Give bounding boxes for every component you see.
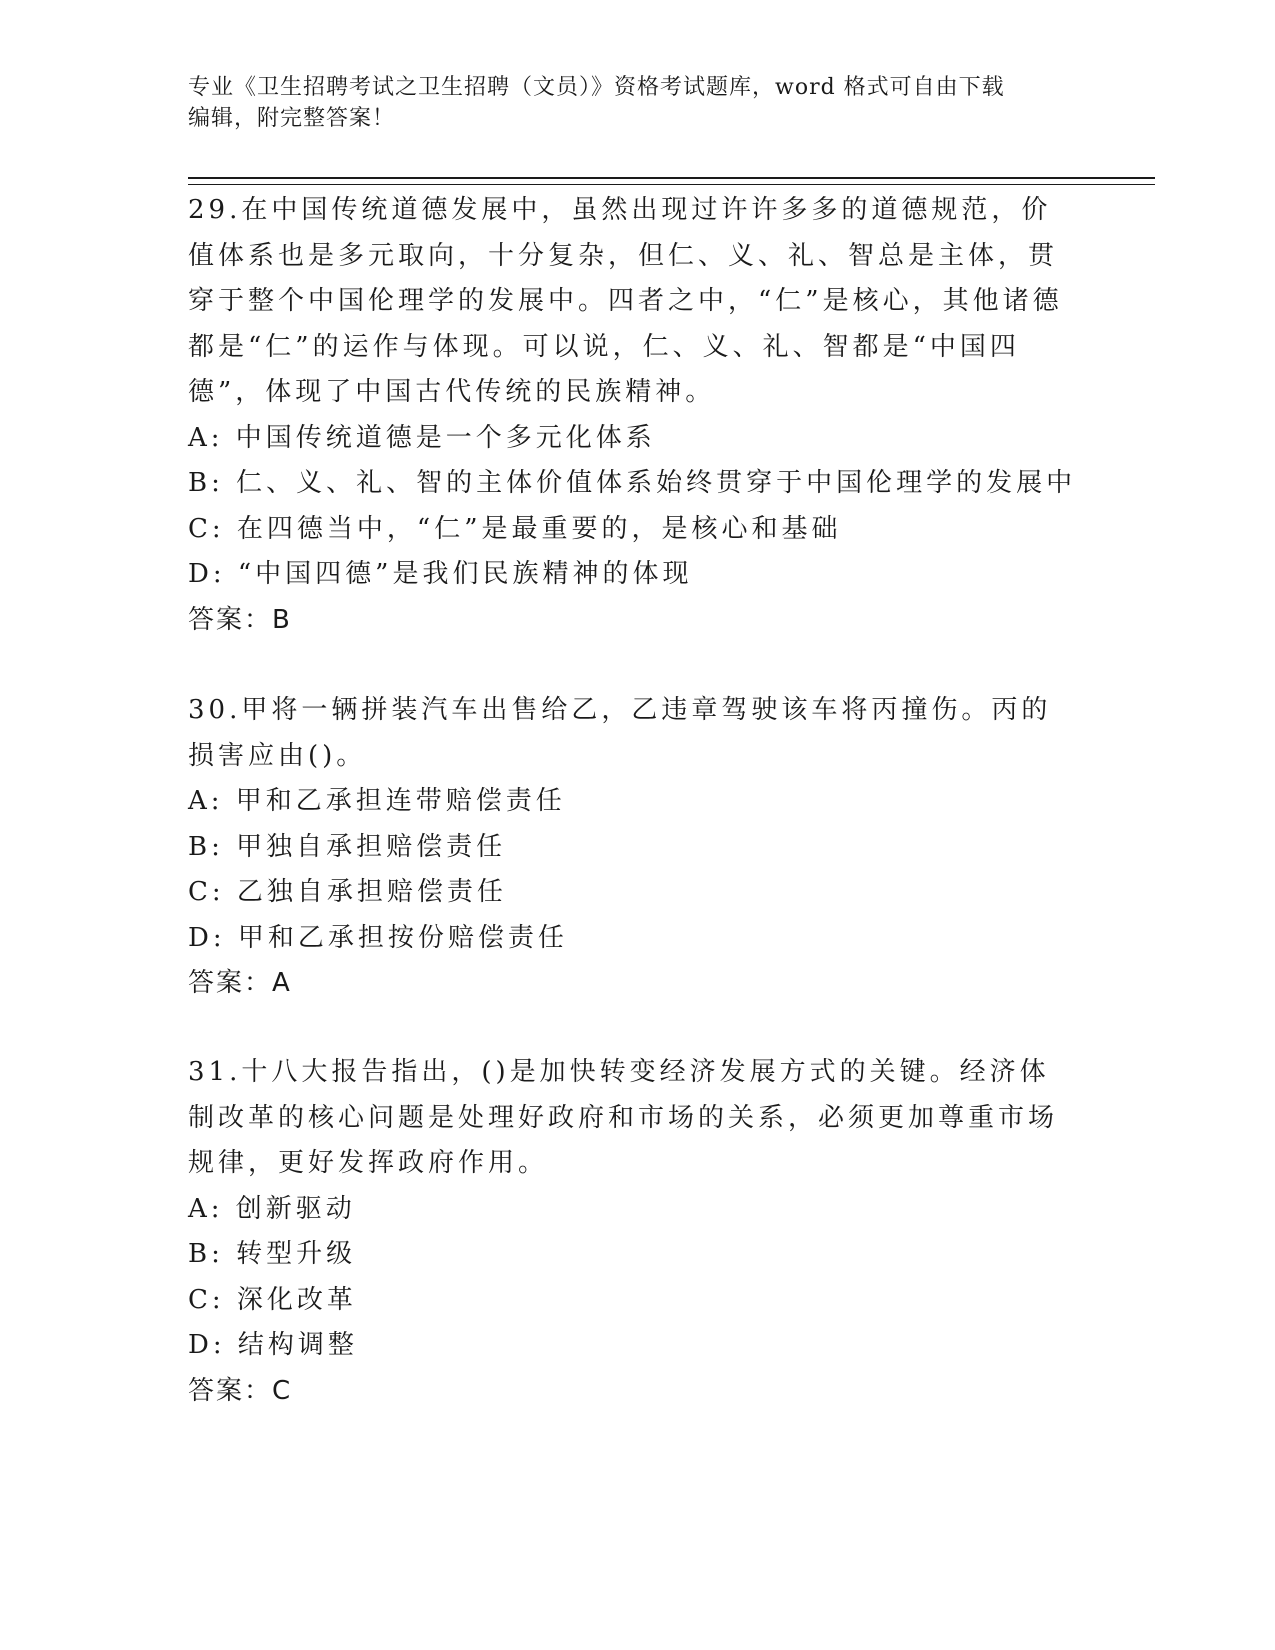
answer: 答案：C bbox=[188, 1375, 293, 1406]
question-30 bbox=[188, 688, 1078, 1007]
header-line-1: 专业《卫生招聘考试之卫生招聘（文员）》资格考试题库，word 格式可自由下载 bbox=[188, 75, 1005, 100]
header-line-2: 编辑，附完整答案！ bbox=[188, 106, 396, 131]
option-c: C: 乙独自承担赔偿责任 bbox=[188, 877, 507, 907]
option-a: A: 甲和乙承担连带赔偿责任 bbox=[188, 786, 566, 816]
option-b: B: 转型升级 bbox=[188, 1239, 357, 1269]
answer: 答案：A bbox=[188, 968, 292, 998]
question-stem: 31.十八大报告指出，()是加快转变经济发展方式的关键。经济体制改革的核心问题是处理好政府和市场的关系，必须更加尊重市场规律，更好发挥政府作用。 bbox=[188, 1057, 1059, 1178]
option-c: C: 在四德当中，“仁”是最重要的，是核心和基础 bbox=[188, 513, 842, 544]
answer: 答案：B bbox=[188, 604, 292, 635]
option-b: B: 仁、义、礼、智的主体价值体系始终贯穿于中国伦理学的发展中 bbox=[188, 468, 1077, 498]
question-stem: 29.在中国传统道德发展中，虽然出现过许许多多的道德规范，价值体系也是多元取向，十分复杂，但仁、义、礼、智总是主体，贯穿于整个中国伦理学的发展中。四者之中，“仁”是核心，其他诸德都是“仁”的运作与体现。可以说，仁、义、礼、智都是“中国四德”，体现了中国古代传统的民族精神。 bbox=[188, 195, 1063, 407]
document-header bbox=[188, 72, 1088, 134]
option-a: A: 创新驱动 bbox=[188, 1193, 356, 1224]
header-divider-thin bbox=[188, 184, 1155, 185]
option-b: B: 甲独自承担赔偿责任 bbox=[188, 831, 507, 862]
option-d: D: 甲和乙承担按份赔偿责任 bbox=[188, 922, 568, 953]
header-divider-thick bbox=[188, 177, 1155, 179]
option-d: D: 结构调整 bbox=[188, 1330, 358, 1360]
question-31 bbox=[188, 1050, 1078, 1414]
question-stem: 30.甲将一辆拼装汽车出售给乙，乙违章驾驶该车将丙撞伤。丙的损害应由()。 bbox=[188, 695, 1052, 771]
option-a: A: 中国传统道德是一个多元化体系 bbox=[188, 422, 656, 453]
question-29 bbox=[188, 188, 1078, 643]
option-d: D: “中国四德”是我们民族精神的体现 bbox=[188, 559, 693, 589]
option-c: C: 深化改革 bbox=[188, 1284, 357, 1315]
